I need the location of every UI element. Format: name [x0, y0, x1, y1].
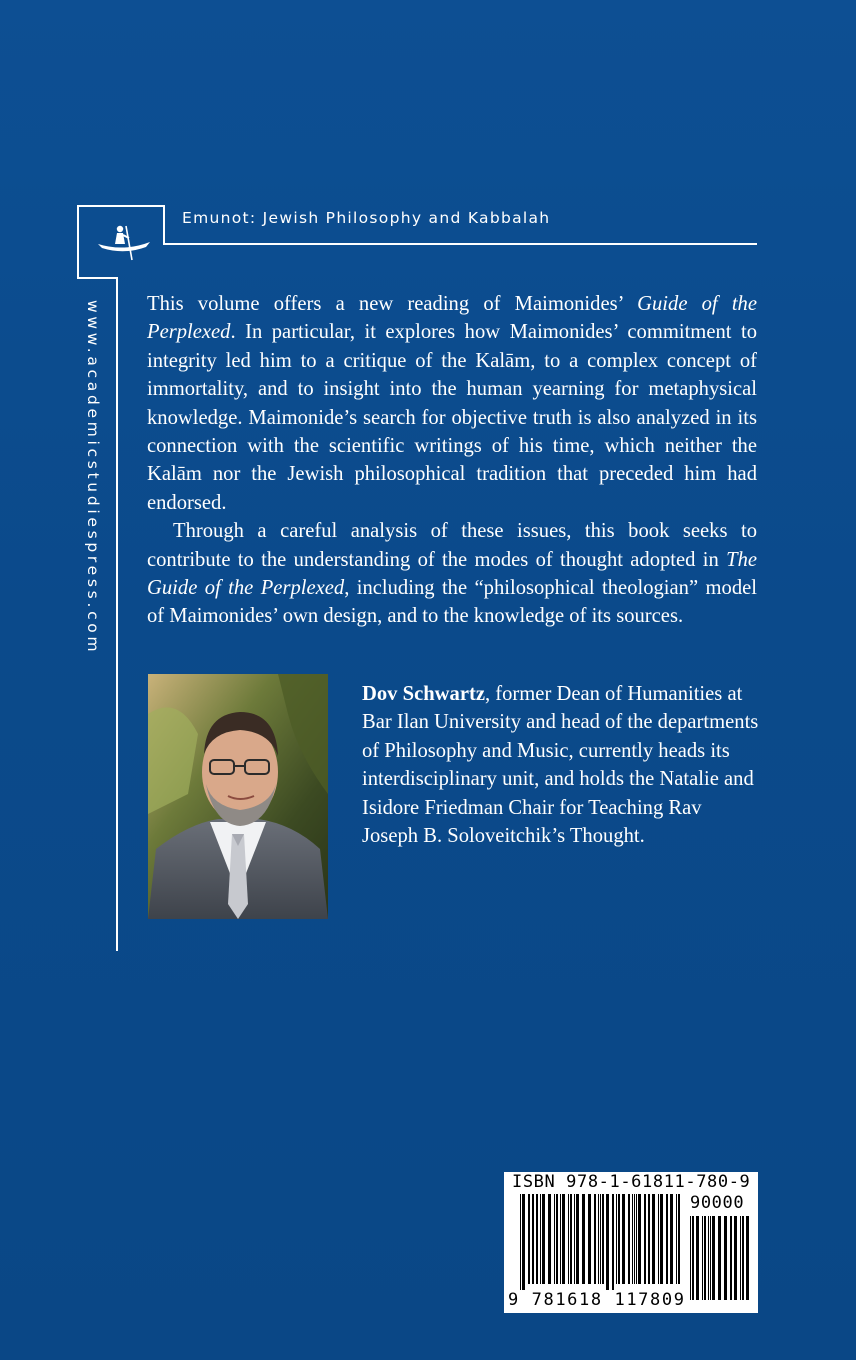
author-photo: [148, 674, 328, 919]
ean-digits: 9 781618 117809: [508, 1290, 686, 1310]
barcode-bar: [600, 1194, 601, 1284]
barcode-bars: [520, 1194, 680, 1290]
description-paragraph-1: [147, 290, 757, 517]
barcode-bar: [742, 1216, 744, 1300]
price-code: 90000: [690, 1193, 745, 1213]
barcode-bar: [636, 1194, 637, 1284]
barcode-bar: [670, 1194, 673, 1284]
barcode-bar: [712, 1216, 715, 1300]
barcode-bar: [556, 1194, 558, 1284]
publisher-website-text: www.academicstudiespress.com: [84, 300, 102, 656]
series-rule: [163, 243, 757, 245]
description-text: This volume offers a new reading of Maimonides’: [147, 293, 638, 315]
barcode-bar: [740, 1216, 741, 1300]
barcode-bar: [622, 1194, 625, 1284]
barcode-bar: [702, 1216, 703, 1300]
barcode-bar: [588, 1194, 591, 1284]
barcode-bar: [692, 1216, 694, 1300]
barcode-bar: [618, 1194, 620, 1284]
barcode-bar: [652, 1194, 655, 1284]
book-title-reference: Guide of the Perplexed: [147, 293, 757, 344]
barcode-bar: [560, 1194, 561, 1284]
barcode-bar: [724, 1216, 727, 1300]
barcode-bar: [532, 1194, 534, 1284]
barcode-bar: [696, 1216, 699, 1300]
barcode-bar: [576, 1194, 579, 1284]
frame-line-bottom: [77, 277, 118, 279]
barcode-bar: [568, 1194, 569, 1284]
barcode-bar: [612, 1194, 614, 1290]
author-bio-text: , former Dean of Humanities at Bar Ilan University and head of the departments of Philosophy and Music, currently heads its interdisciplinary unit, and holds the Natalie and Isidore Friedman Chair for Teaching Rav Joseph B. Soloveitchik’s Thought.: [362, 683, 759, 848]
isbn-barcode: [504, 1172, 758, 1313]
barcode-bar: [666, 1194, 668, 1284]
barcode-bar: [690, 1216, 691, 1300]
barcode-bar: [616, 1194, 617, 1284]
isbn-number: ISBN 978-1-61811-780-9: [512, 1172, 751, 1192]
boat-rower-icon: [96, 222, 152, 264]
frame-line-left: [77, 205, 79, 279]
barcode-bar: [644, 1194, 646, 1284]
barcode-bar: [598, 1194, 599, 1284]
description-text: , including the “philosophical theologian” model of Maimonides’ own design, and to the knowledge of its sources.: [147, 577, 757, 628]
barcode-bar: [528, 1194, 530, 1284]
barcode-bar: [554, 1194, 555, 1284]
barcode-bar: [542, 1194, 545, 1284]
series-title: Emunot: Jewish Philosophy and Kabbalah: [182, 209, 551, 227]
author-bio: [362, 680, 762, 850]
barcode-bar: [734, 1216, 737, 1300]
barcode-bar: [540, 1194, 541, 1284]
barcode-bar: [676, 1194, 677, 1284]
barcode-bar: [570, 1194, 572, 1284]
frame-line-top: [77, 205, 163, 207]
barcode-bar: [658, 1194, 659, 1284]
barcode-addon-bars: [690, 1216, 750, 1306]
barcode-bar: [602, 1194, 604, 1284]
barcode-bar: [632, 1194, 633, 1284]
barcode-bar: [710, 1216, 711, 1300]
barcode-bar: [562, 1194, 565, 1284]
barcode-bar: [746, 1216, 749, 1300]
barcode-bar: [582, 1194, 585, 1284]
author-name: Dov Schwartz: [362, 683, 485, 705]
barcode-bar: [660, 1194, 663, 1284]
barcode-bar: [574, 1194, 575, 1284]
barcode-bar: [730, 1216, 732, 1300]
description-paragraph-2: [147, 517, 757, 631]
barcode-bar: [606, 1194, 609, 1290]
book-title-reference: The Guide of the Perplexed: [147, 548, 757, 600]
barcode-bar: [522, 1194, 525, 1290]
barcode-bar: [638, 1194, 641, 1284]
barcode-bar: [708, 1216, 709, 1300]
barcode-bar: [548, 1194, 551, 1284]
description-text: . In particular, it explores how Maimonides’ commitment to integrity led him to a critique of the Kalām, to a complex concept of immortality, and to insight into the human yearning for metaphysical knowledge. Maimonide’s search for objective truth is also analyzed in its connection with the scientific writings of his time, which neither the Kalām nor the Jewish philosophical tradition that preceded him had endorsed.: [147, 321, 757, 514]
frame-line-vertical: [116, 277, 118, 951]
publisher-website: [80, 300, 106, 656]
barcode-bar: [678, 1194, 680, 1284]
barcode-bar: [628, 1194, 630, 1284]
barcode-bar: [520, 1194, 521, 1290]
description-text: Through a careful analysis of these issues, this book seeks to contribute to the understanding of the modes of thought adopted in: [147, 520, 757, 571]
barcode-bar: [634, 1194, 635, 1284]
barcode-bar: [648, 1194, 650, 1284]
barcode-bar: [536, 1194, 538, 1284]
barcode-bar: [718, 1216, 721, 1300]
frame-line-inner: [163, 205, 165, 244]
barcode-bar: [704, 1216, 706, 1300]
book-description: [147, 290, 757, 631]
barcode-bar: [594, 1194, 596, 1284]
